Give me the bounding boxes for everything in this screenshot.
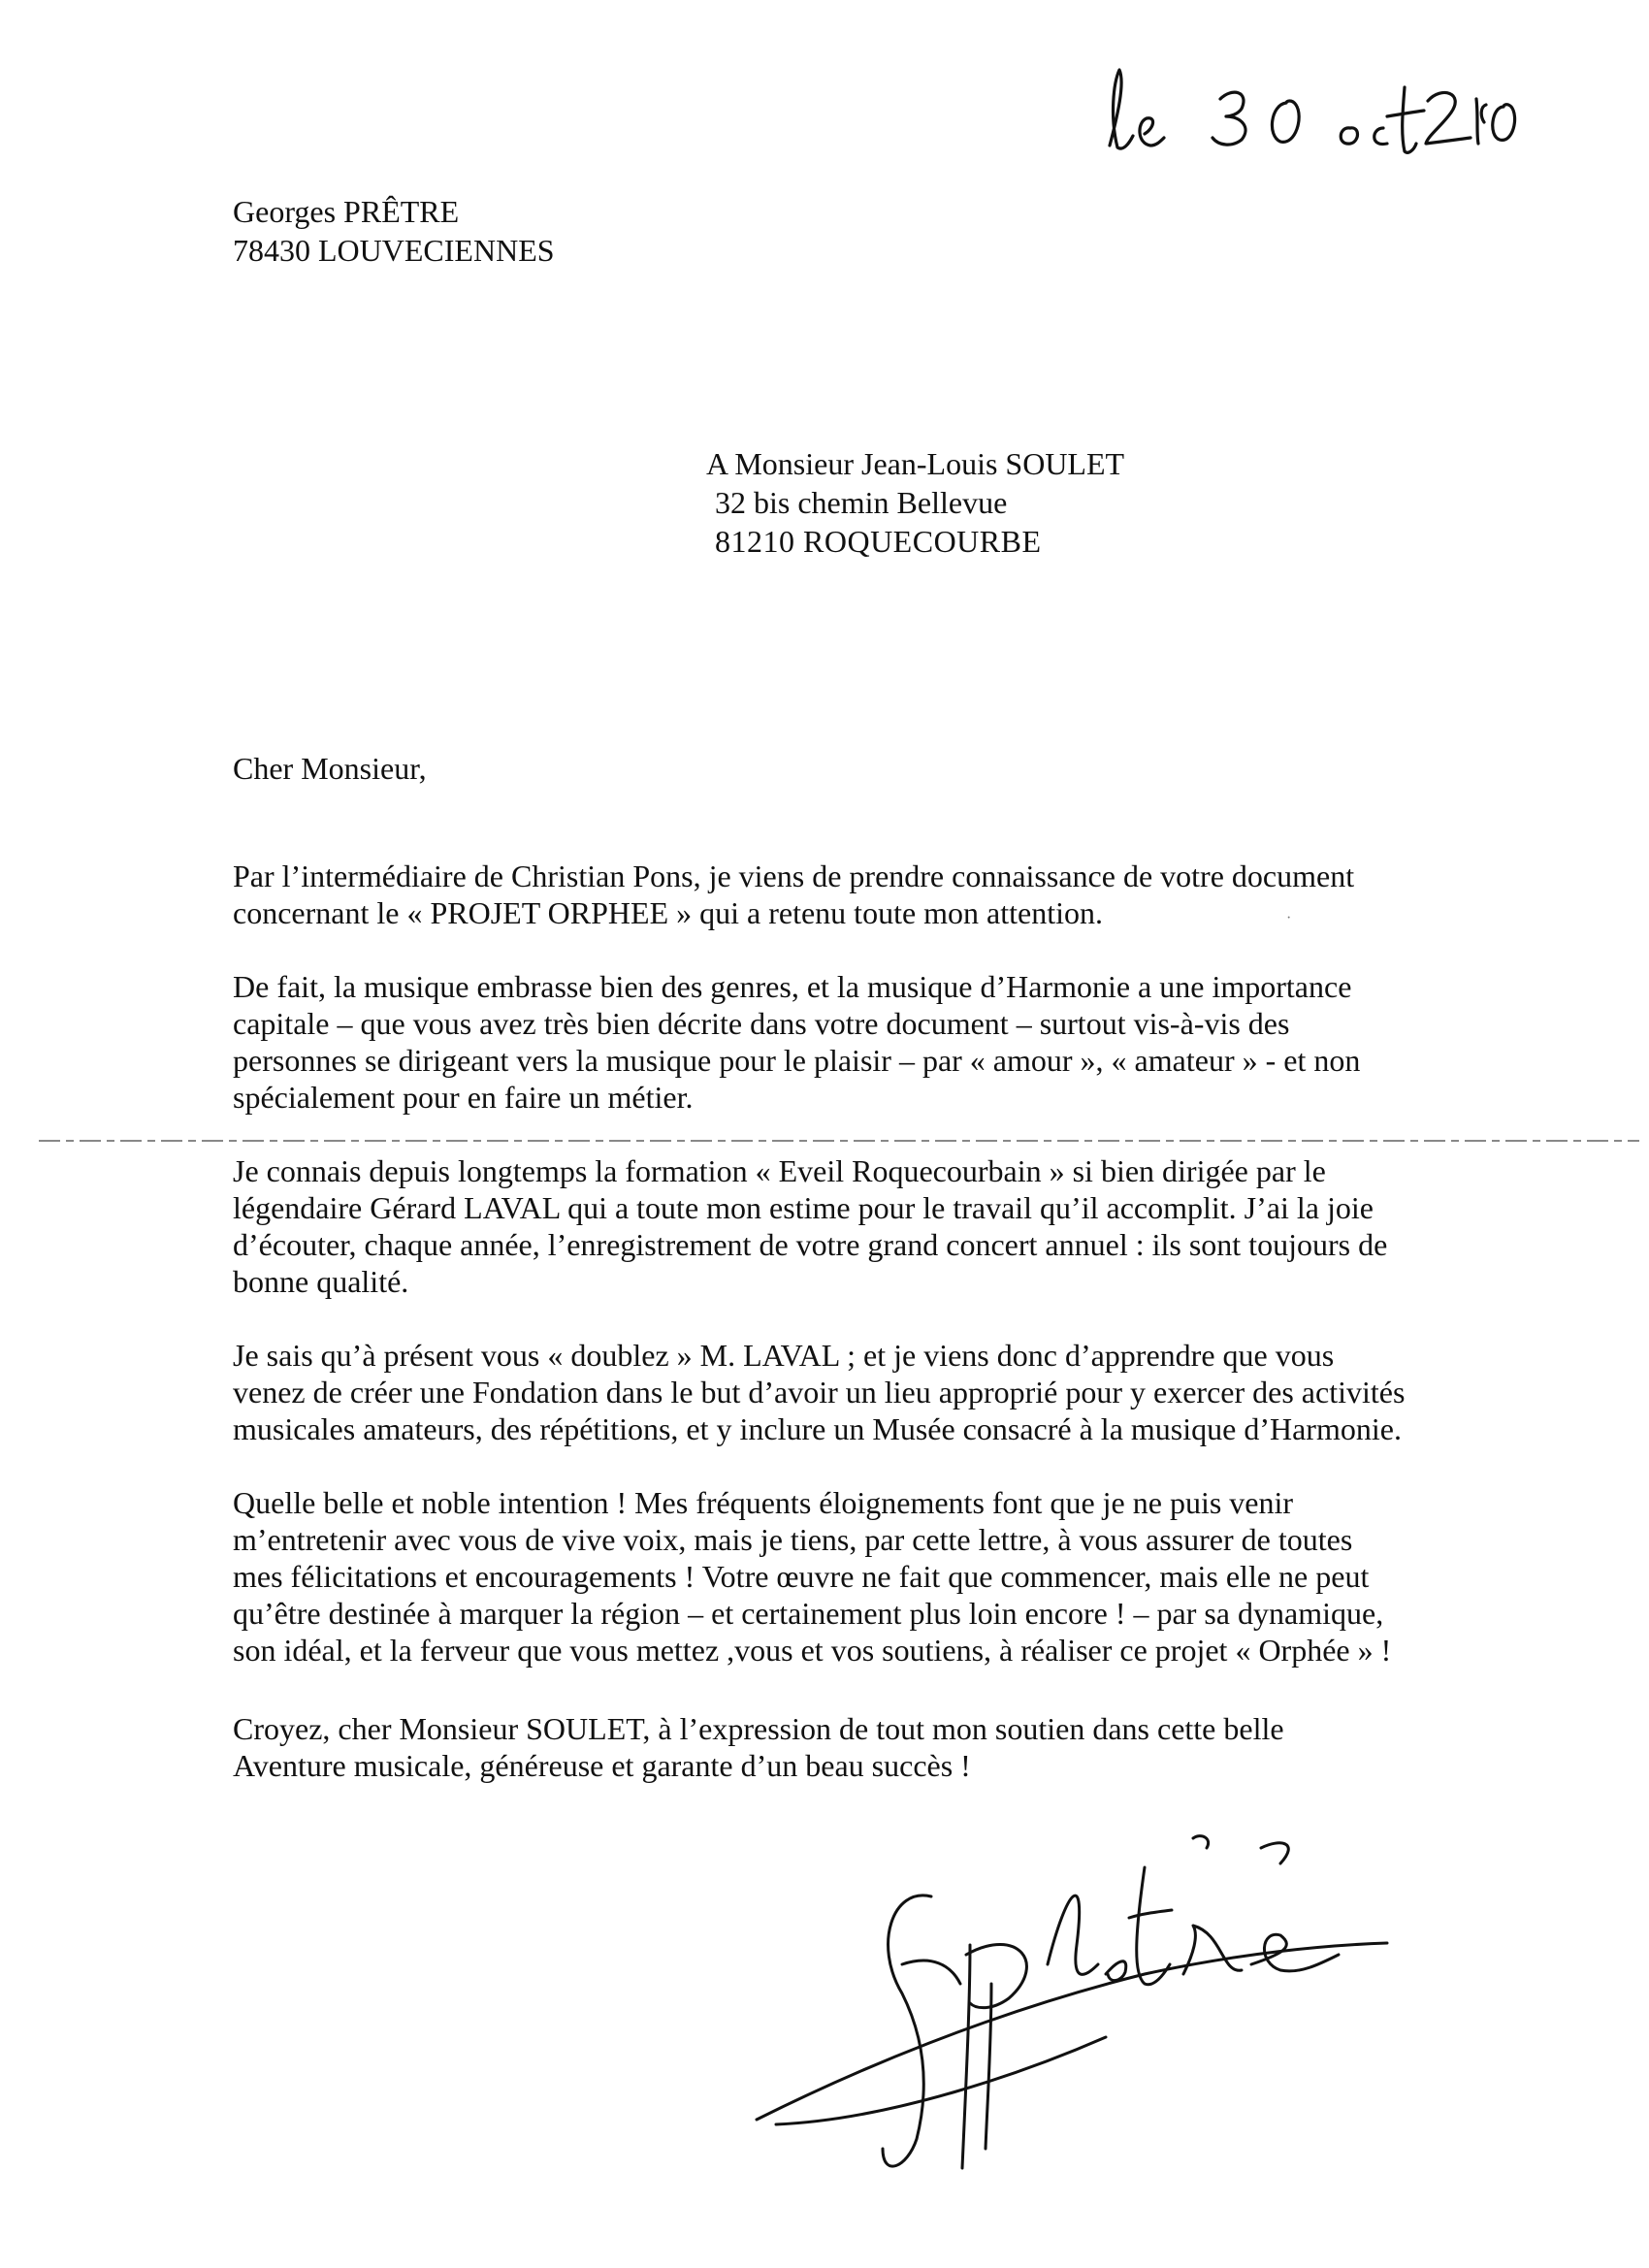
paragraph-line: bonne qualité. (233, 1264, 409, 1299)
paragraph-4 (233, 1337, 1455, 1447)
paragraph-line: personnes se dirigeant vers la musique pour le plaisir – par « amour », « amateur » - et non (233, 1043, 1361, 1078)
recipient-block (706, 444, 1124, 561)
paragraph-line: m’entretenir avec vous de vive voix, mais je tiens, par cette lettre, à vous assurer de toutes (233, 1522, 1353, 1557)
recipient-city: 81210 ROQUECOURBE (715, 524, 1042, 559)
handwritten-date-icon (1096, 58, 1523, 165)
paragraph-line: d’écouter, chaque année, l’enregistrement de votre grand concert annuel : ils sont toujours de (233, 1227, 1388, 1262)
paragraph-line: légendaire Gérard LAVAL qui a toute mon estime pour le travail qu’il accomplit. J’ai la joie (233, 1190, 1374, 1225)
paragraph-line: Je sais qu’à présent vous « doublez » M. LAVAL ; et je viens donc d’apprendre que vous (233, 1338, 1335, 1373)
closing-line: Aventure musicale, généreuse et garante d’un beau succès ! (233, 1748, 971, 1783)
paragraph-line: musicales amateurs, des répétitions, et y inclure un Musée consacré à la musique d’Harmonie. (233, 1411, 1402, 1446)
paragraph-2 (233, 968, 1455, 1116)
paragraph-line: Je connais depuis longtemps la formation « Eveil Roquecourbain » si bien dirigée par le (233, 1153, 1326, 1188)
sender-block (233, 192, 555, 270)
recipient-street: 32 bis chemin Bellevue (715, 485, 1008, 520)
paragraph-line: spécialement pour en faire un métier. (233, 1080, 694, 1115)
paragraph-3 (233, 1152, 1455, 1300)
closing-line: Croyez, cher Monsieur SOULET, à l’expression de tout mon soutien dans cette belle (233, 1711, 1284, 1746)
paragraph-line: Par l’intermédiaire de Christian Pons, je viens de prendre connaissance de votre document (233, 859, 1355, 893)
sender-name: Georges PRÊTRE (233, 194, 460, 229)
handwritten-signature-icon (737, 1829, 1416, 2197)
scan-fold-line (0, 1131, 1649, 1137)
salutation: Cher Monsieur, (233, 751, 427, 786)
paragraph-line: capitale – que vous avez très bien décrite dans votre document – surtout vis-à-vis des (233, 1006, 1290, 1041)
sender-city: 78430 LOUVECIENNES (233, 233, 555, 268)
signature (737, 1829, 1416, 2197)
paragraph-1 (233, 858, 1455, 931)
paragraph-line: qu’être destinée à marquer la région – et certainement plus loin encore ! – par sa dynamique, (233, 1596, 1384, 1631)
letter-body (233, 858, 1455, 1669)
closing (233, 1710, 1284, 1784)
paragraph-line: venez de créer une Fondation dans le but d’avoir un lieu approprié pour y exercer des activités (233, 1375, 1406, 1409)
paragraph-line: son idéal, et la ferveur que vous mettez ,vous et vos soutiens, à réaliser ce projet « Orphée » ! (233, 1633, 1392, 1668)
recipient-name: A Monsieur Jean-Louis SOULET (706, 446, 1125, 481)
paragraph-line: concernant le « PROJET ORPHEE » qui a retenu toute mon attention. (233, 895, 1104, 930)
paragraph-line: De fait, la musique embrasse bien des genres, et la musique d’Harmonie a une importance (233, 969, 1352, 1004)
paragraph-line: mes félicitations et encouragements ! Votre œuvre ne fait que commencer, mais elle ne peut (233, 1559, 1370, 1594)
paragraph-5 (233, 1484, 1455, 1669)
paragraph-line: Quelle belle et noble intention ! Mes fréquents éloignements font que je ne puis venir (233, 1485, 1294, 1520)
scan-speck: · (1286, 910, 1292, 926)
handwritten-date (1096, 58, 1523, 165)
